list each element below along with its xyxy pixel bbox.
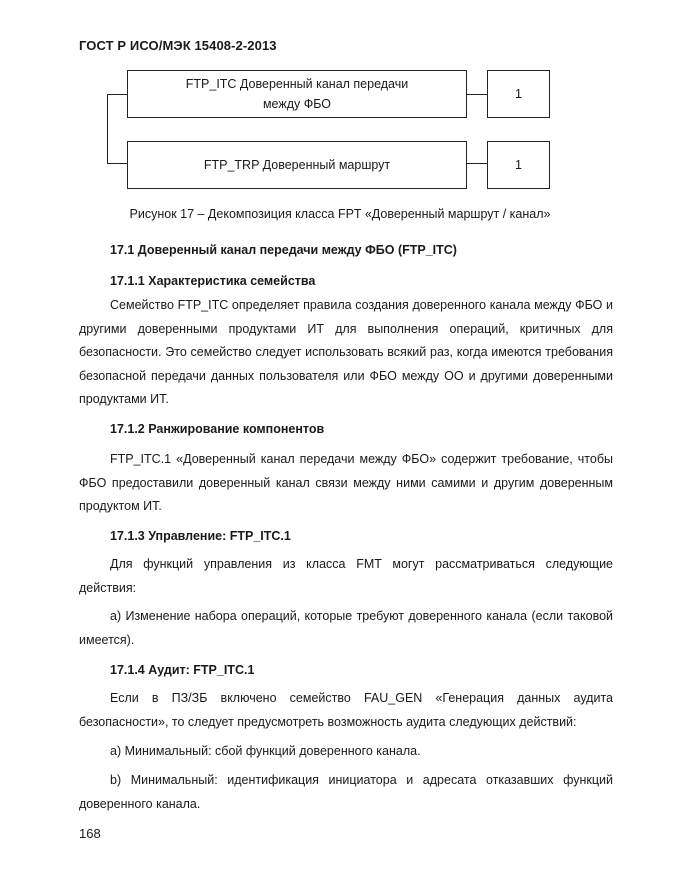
ftp-trp-level: 1 (515, 158, 522, 172)
paragraph-audit: Если в ПЗ/ЗБ включено семейство FAU_GEN «Генерация данных аудита безопасности», то следует предусмотреть возможность аудита следующих действий: (79, 691, 613, 729)
figure-caption: Рисунок 17 – Декомпозиция класса FPT «Доверенный маршрут / канал» (129, 207, 551, 221)
connector-top (107, 94, 128, 95)
list-item-management-a: a) Изменение набора операций, которые требуют доверенного канала (если таковой имеется). (79, 609, 613, 647)
list-item-audit-b: b) Минимальный: идентификация инициатора и адресата отказавших функций доверенного канала. (79, 773, 613, 811)
connector-vertical (107, 94, 108, 164)
ftp-itc-label-line1: FTP_ITC Доверенный канал передачи (185, 77, 409, 91)
list-item-audit-a: a) Минимальный: сбой функций доверенного канала. (110, 744, 421, 758)
connector-bottom (107, 163, 128, 164)
connector-level-2 (466, 163, 488, 164)
ftp-trp-label: FTP_TRP Доверенный маршрут (203, 158, 391, 172)
paragraph-component-ranking: FTP_ITC.1 «Доверенный канал передачи между ФБО» содержит требование, чтобы ФБО предоставили доверенный канал связи между ними самими и другим доверенным продуктом ИТ. (79, 452, 613, 513)
level-box-ftp-itc (487, 70, 550, 118)
section-heading-17-1-3: 17.1.3 Управление: FTP_ITC.1 (110, 529, 291, 543)
page-number: 168 (79, 826, 101, 841)
section-heading-17-1-1: 17.1.1 Характеристика семейства (110, 274, 316, 288)
document-header: ГОСТ Р ИСО/МЭК 15408-2-2013 (79, 38, 277, 53)
section-heading-17-1-2: 17.1.2 Ранжирование компонентов (110, 422, 325, 436)
component-box-ftp-trp (127, 141, 467, 189)
paragraph-family-characteristic: Семейство FTP_ITC определяет правила создания доверенного канала между ФБО и другими доверенными продуктами ИТ для выполнения операций, критичных для безопасности. Это семейство следует использовать всякий раз, когда имеются требования безопасной передачи данных пользователя или ФБО между ОО и другими доверенными продуктами ИТ. (79, 298, 613, 406)
ftp-itc-label-line2: между ФБО (262, 97, 332, 111)
section-heading-17-1: 17.1 Доверенный канал передачи между ФБО (FTP_ITC) (110, 243, 457, 257)
ftp-itc-level: 1 (515, 87, 522, 101)
connector-level-1 (466, 94, 488, 95)
paragraph-management: Для функций управления из класса FMT могут рассматриваться следующие действия: (79, 557, 613, 595)
component-box-ftp-itc (127, 70, 467, 118)
section-heading-17-1-4: 17.1.4 Аудит: FTP_ITC.1 (110, 663, 255, 677)
level-box-ftp-trp (487, 141, 550, 189)
